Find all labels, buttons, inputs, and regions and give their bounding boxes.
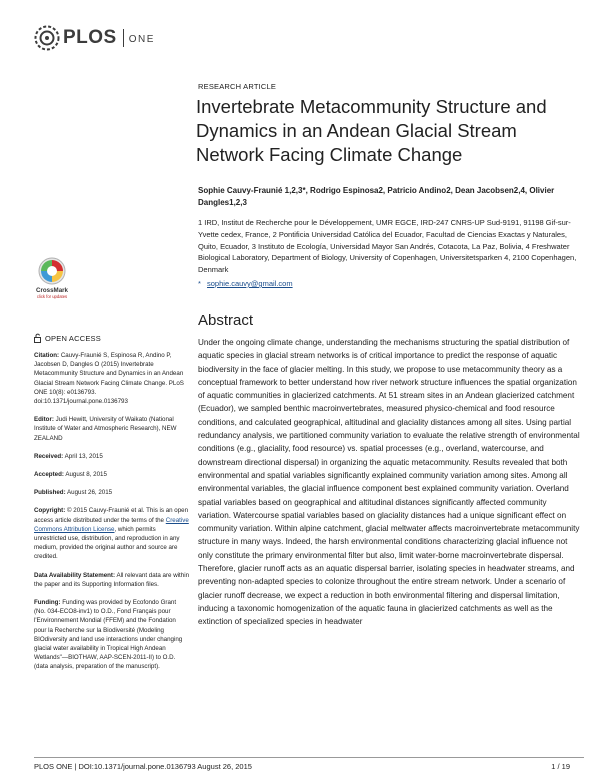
license-link[interactable]: Creative Commons Attribution License [34,516,189,533]
received-date: April 13, 2015 [64,452,103,460]
open-access-lock-icon [34,333,41,343]
journal-name: ONE [128,33,155,45]
journal-logo[interactable] [34,24,155,52]
published-label: Published: [34,489,66,497]
data-availability-text: All relevant data are within the paper and its Supporting Information files. [34,571,190,588]
corresponding-marker: * [198,279,201,288]
citation-block [34,351,189,406]
author-list: Sophie Cauvy-Fraunié 1,2,3*, Rodrigo Espinosa2, Patricio Andino2, Dean Jacobsen2,4, Olivier Dangles1,2,3 [198,186,555,207]
editor-block [34,415,189,443]
footer-citation: PLOS ONE | DOI:10.1371/journal.pone.0136793 August 26, 2015 [34,762,252,771]
article-type: RESEARCH ARTICLE [198,82,277,91]
affiliations: 1 IRD, Institut de Recherche pour le Développement, UMR EGCE, IRD-247 CNRS-UP Sud-9191, 91198 Gif-sur-Yvette cedex, France, 2 Pontificia Universidad Católica del Ecuador, Facultad de Ciencias Exactas y Naturales, Quito, Ecuador, 3 Instituto de Ecología, Universidad Mayor San Andrés, Cotacota, La Paz, Bolivia, 4 Freshwater Biological Laboratory, Department of Biology, University of Copenhagen, Universitetsparken 4, 2100 Copenhagen, Denmark [198,218,577,275]
copyright-text-end: , which permits unrestricted use, distribution, and reproduction in any medium, provided the original author and source are credited. [34,525,180,561]
published-date: August 26, 2015 [67,489,113,497]
citation-label: Citation: [34,352,60,359]
crossmark-icon [37,256,67,286]
logo-text: PLOS [63,27,117,48]
corresponding-email [198,279,293,288]
abstract-heading: Abstract [198,312,254,329]
accepted-label: Accepted: [34,471,64,479]
accepted-date: August 8, 2015 [65,471,107,479]
article-title: Invertebrate Metacommunity Structure and Dynamics in an Andean Glacial Stream Network Facing Climate Change [196,96,547,165]
crossmark-badge[interactable] [32,256,72,299]
logo-divider [123,29,124,47]
footer-divider [34,757,584,758]
data-availability-label: Data Availability Statement: [34,571,116,579]
open-access-label: OPEN ACCESS [45,333,101,343]
abstract-text: Under the ongoing climate change, understanding the mechanisms structuring the spatial distribution of aquatic species in glacial stream networks is of critical importance to predict the response of aquatic biodiversity in the face of glacier melting. In this study, we propose to use metacommunity theory as a conceptual framework to better understand how river network structure influences the spatial organization of aquatic communities in glacierized catchments. At 51 stream sites in an Andean glacierized catchment (Ecuador), we sampled benthic macroinvertebrates, measured physico-chemical and food resource conditions, and calculated geographical, altitudinal and glaciality distances among all sites. Using partial redundancy analysis, we partitioned community variation to evaluate the relative strength of environmental conditions (e.g., glaciality, food resource) vs. spatial processes (e.g., overland, watercourse, and downstream directional dispersal) in organizing the aquatic metacommunity. Results revealed that both environmental and spatial variables significantly explained community variation among sites. Among all environmental variables, the glacial influence component best explained community variation. Overland spatial variables based on geographical and altitudinal distances significantly affected community variation. Watercourse spatial variables based on glaciality distances had a unique significant effect on community variation. Within alpine catchment, glacial meltwater affects macroinvertebrate metacommunity structure in many ways. Indeed, the harsh environmental conditions characterizing glacial influence not only constitute the primary environmental filter but also, limit water-borne macroinvertebrate dispersal. Therefore, glacier runoff acts as an aquatic dispersal barrier, isolating species in headwater streams, and preventing non-adapted species to colonize throughout the entire stream network. Under a scenario of glacier runoff decrease, we expect a reduction in both environmental filtering and dispersal limitation, inducing a taxonomic homogenization of the aquatic fauna in glacierized catchments as well as the extinction of specialized species in headwater [198,338,580,627]
crossmark-label: CrossMark [36,287,68,294]
editor-label: Editor: [34,416,54,424]
received-block [34,452,189,461]
copyright-text: © 2015 Cauvy-Fraunié et al. This is an open access article distributed under the terms of the [34,507,189,524]
plos-logo-icon [34,25,60,51]
received-label: Received: [34,452,64,460]
funding-text: Funding was provided by Ecofondo Grant (No. 034-ECO8-inv1) to O.D., Fond Français pour l'Environnement Mondial (FFEM) and the Fondation pour la Recherche sur la Biodiversité (Modeling BIOdiversity and land use interactions under changing glacial water availability in Tropical High Andean Wetlands"—BIOTHAW, AAP-SCEN-2011-II) to O.D. (data analysis, preparation of the manuscript). [34,599,183,671]
editor-text: Judi Hewitt, University of Waikato (National Institute of Water and Atmospheric Research), NEW ZEALAND [34,416,177,442]
open-access-badge [34,333,101,343]
copyright-block [34,506,189,561]
funding-label: Funding: [34,599,61,607]
data-availability-block [34,571,189,589]
funding-block [34,598,189,672]
crossmark-sublabel: click for updates [36,294,68,299]
published-block [34,488,189,497]
copyright-label: Copyright: [34,507,66,515]
page-number: 1 / 19 [551,762,570,771]
email-link[interactable]: sophie.cauvy@gmail.com [207,279,293,288]
accepted-block [34,470,189,479]
citation-text: Cauvy-Fraunié S, Espinosa R, Andino P, Jacobsen D, Dangles O (2015) Invertebrate Metacommunity Structure and Dynamics in an Andean Glacial Stream Network Facing Climate Change. PLoS ONE 10(8): e0136793. doi:10.1371/journal.pone.0136793 [34,352,184,406]
article-metadata-sidebar [34,351,189,681]
